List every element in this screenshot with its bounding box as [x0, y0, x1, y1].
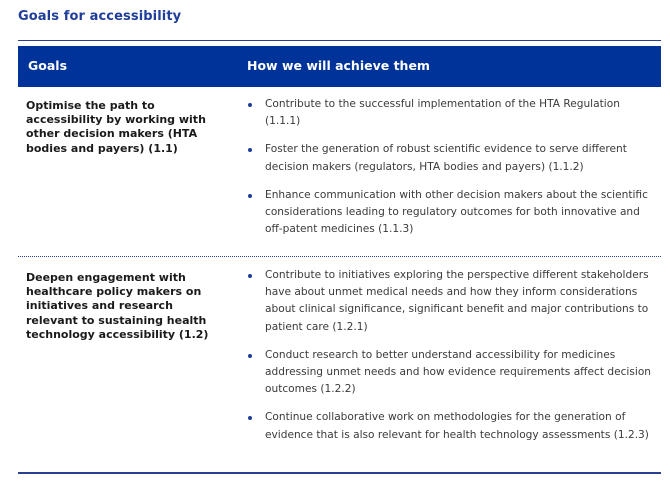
action-1-2-2: Conduct research to better understand accessibility for medicines addressing unmet needs and how evidence requirements affect decision outcomes (1.2.2) [265, 348, 652, 396]
row-separator [18, 256, 661, 257]
title-rule [18, 40, 661, 41]
action-1-2-3: Continue collaborative work on methodologies for the generation of evidence that is also relevant for health technology assessments (1.2.3) [265, 411, 649, 441]
list-item [246, 409, 658, 443]
bullet-icon [248, 416, 252, 420]
bullet-icon [248, 103, 252, 107]
bullet-icon [248, 194, 252, 198]
goal-1-2: Deepen engagement with healthcare policy makers on initiatives and research relevant to sustaining health technology accessibility (1.2) [26, 271, 209, 341]
actions-list-1-1 [246, 96, 658, 249]
bottom-rule [18, 472, 661, 474]
actions-list-1-2 [246, 267, 658, 455]
section-title: Goals for accessibility [18, 9, 182, 24]
bullet-icon [248, 274, 252, 278]
action-1-1-3: Enhance communication with other decision makers about the scientific considerations leading to regulatory outcomes for both innovative and off-patent medicines (1.1.3) [265, 188, 648, 236]
bullet-icon [248, 354, 252, 358]
table-header [18, 46, 661, 87]
goal-1-1: Optimise the path to accessibility by working with other decision makers (HTA bodies and payers) (1.1) [26, 99, 206, 155]
list-item [246, 347, 658, 399]
action-1-2-1: Contribute to initiatives exploring the perspective different stakeholders have about unmet medical needs and how they inform considerations about clinical significance, significant benefit and major contributions to patient care (1.2.1) [265, 269, 649, 333]
list-item [246, 141, 658, 175]
list-item [246, 267, 658, 336]
header-how-we-will-achieve: How we will achieve them [247, 58, 430, 73]
header-goals: Goals [28, 58, 68, 73]
action-1-1-2: Foster the generation of robust scientific evidence to serve different decision makers (regulators, HTA bodies and payers) (1.1.2) [265, 143, 627, 173]
list-item [246, 96, 658, 130]
list-item [246, 187, 658, 239]
bullet-icon [248, 148, 252, 152]
action-1-1-1: Contribute to the successful implementation of the HTA Regulation (1.1.1) [265, 98, 620, 128]
